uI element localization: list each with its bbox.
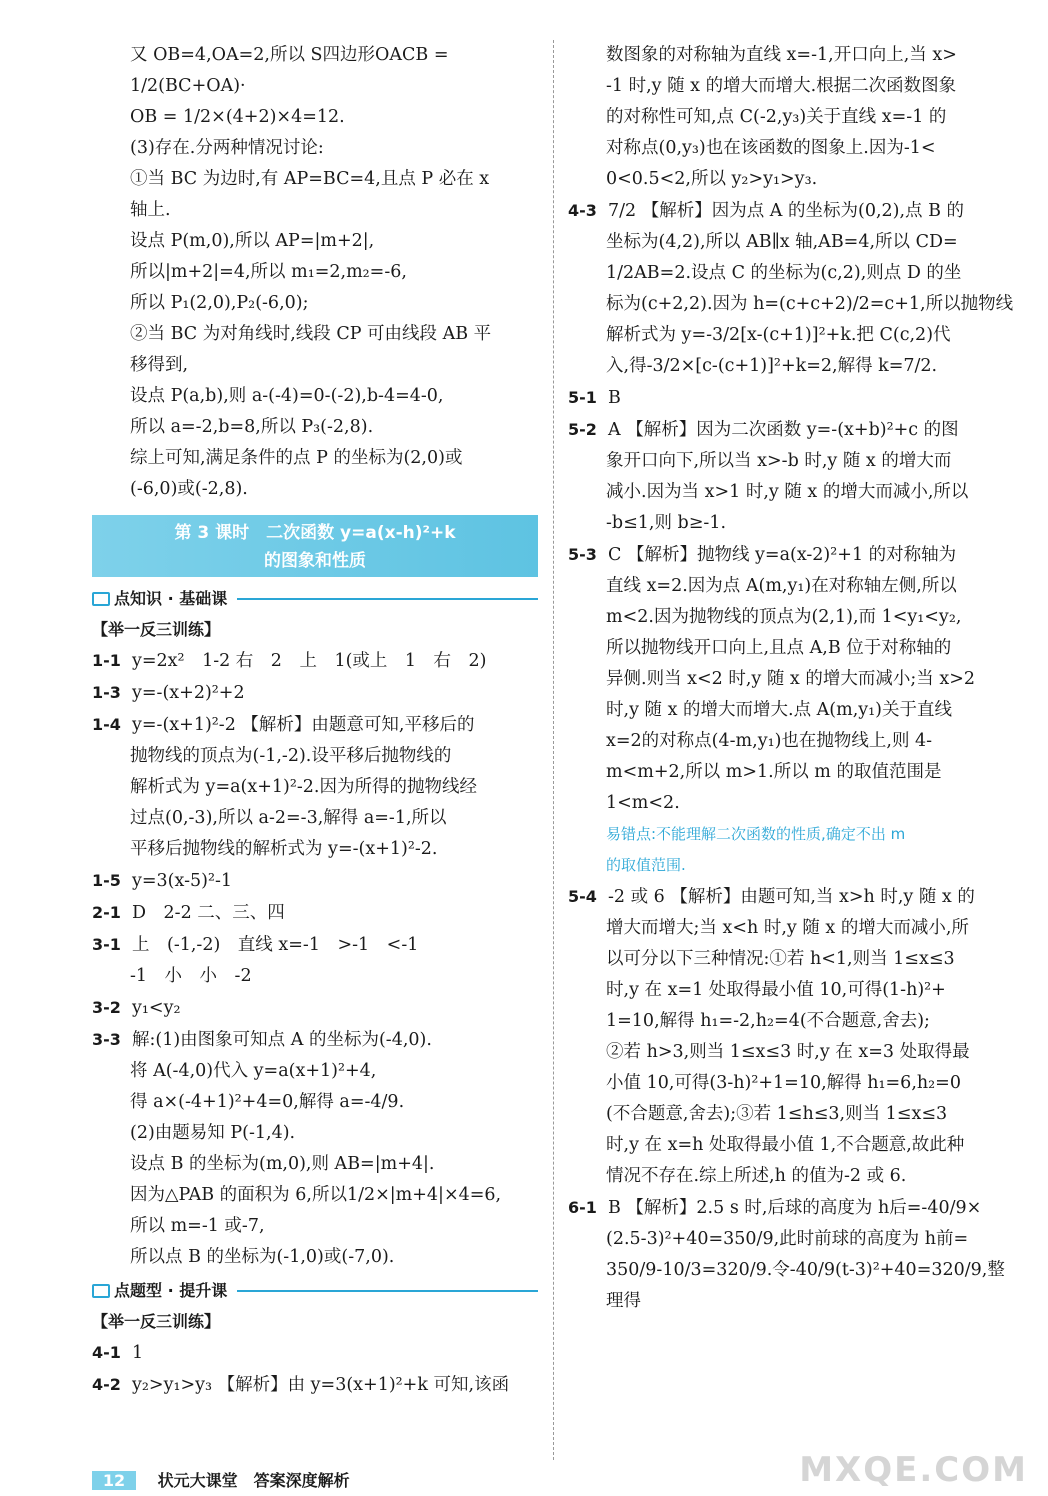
line-text: -1 小 小 -2 — [130, 966, 252, 986]
watermark: MXQE.COM — [799, 1450, 1028, 1490]
line-text: 时,y 在 x=1 处取得最小值 10,可得(1-h)²+ — [606, 980, 946, 1000]
line-text: -b≤1,则 b≥-1. — [606, 513, 727, 533]
line-text: 所以 a=-2,b=8,所以 P₃(-2,8). — [130, 417, 374, 437]
line-text: 异侧.则当 x<2 时,y 随 x 的增大而减小;当 x>2 — [606, 669, 975, 689]
left-answer-list — [92, 645, 538, 1273]
text-line — [568, 633, 1018, 664]
text-line — [92, 319, 538, 350]
text-line — [568, 881, 1018, 913]
text-line — [568, 664, 1018, 695]
text-line — [568, 726, 1018, 757]
question-number: 4-2 — [92, 1375, 121, 1394]
line-text: 所以抛物线开口向上,且点 A,B 位于对称轴的 — [606, 638, 952, 658]
line-text: 解析式为 y=-3/2[x-(c+1)]²+k.把 C(c,2)代 — [606, 325, 951, 345]
line-text: y₂>y₁>y₃ 【解析】由 y=3(x+1)²+k 可知,该函 — [132, 1375, 510, 1395]
right-answer-list-2 — [568, 881, 1018, 1317]
right-column — [568, 40, 1018, 1317]
line-text: 抛物线的顶点为(-1,-2).设平移后抛物线的 — [130, 746, 452, 766]
text-line — [92, 1149, 538, 1180]
line-text: 1=10,解得 h₁=-2,h₂=4(不合题意,舍去); — [606, 1011, 930, 1031]
line-text: 时,y 在 x=h 处取得最小值 1,不合题意,故此种 — [606, 1135, 965, 1155]
line-text: (3)存在.分两种情况讨论: — [130, 138, 324, 158]
text-line — [92, 102, 538, 133]
line-text: 标为(c+2,2).因为 h=(c+c+2)/2=c+1,所以抛物线 — [606, 294, 1014, 314]
subsection-title: 【举一反三训练】 — [92, 1312, 221, 1331]
page-footer — [92, 1468, 512, 1496]
text-line — [92, 772, 538, 803]
line-text: 减小.因为当 x>1 时,y 随 x 的增大而减小,所以 — [606, 482, 969, 502]
text-line — [568, 320, 1018, 351]
subsection-title: 【举一反三训练】 — [92, 620, 221, 639]
line-text: 设点 P(a,b),则 a-(-4)=0-(-2),b-4=4-0, — [130, 386, 444, 406]
section-header-problems — [92, 1275, 538, 1306]
banner-title: 第 3 课时 二次函数 y=a(x-h)²+k — [174, 523, 456, 543]
text-line — [568, 757, 1018, 819]
line-text: 所以点 B 的坐标为(-1,0)或(-7,0). — [130, 1247, 395, 1267]
text-line — [568, 944, 1018, 975]
text-line — [568, 913, 1018, 944]
text-line — [568, 975, 1018, 1006]
text-line — [568, 1224, 1018, 1255]
line-text: y=-(x+2)²+2 — [132, 683, 245, 703]
question-number: 4-3 — [568, 201, 597, 220]
text-line — [92, 897, 538, 929]
text-line — [568, 195, 1018, 227]
text-line — [568, 133, 1018, 164]
left-column — [92, 40, 538, 1401]
line-text: 入,得-3/2×[c-(c+1)]²+k=2,解得 k=7/2. — [606, 356, 938, 376]
line-text: m<m+2,所以 m>1.所以 m 的取值范围是 1<m<2. — [606, 762, 942, 813]
text-line — [92, 381, 538, 412]
text-line — [568, 351, 1018, 382]
text-line — [92, 865, 538, 897]
text-line — [92, 257, 538, 288]
question-number: 2-1 — [92, 903, 121, 922]
line-text: m<2.因为抛物线的顶点为(2,1),而 1<y₁<y₂, — [606, 607, 962, 627]
section-rule — [237, 598, 538, 600]
text-line — [92, 288, 538, 319]
line-text: 综上可知,满足条件的点 P 的坐标为(2,0)或 — [130, 448, 463, 468]
text-line — [92, 1211, 538, 1242]
line-text: A 【解析】因为二次函数 y=-(x+b)²+c 的图 — [608, 420, 959, 440]
question-number: 1-3 — [92, 683, 121, 702]
text-line — [568, 1006, 1018, 1037]
line-text: 所以 m=-1 或-7, — [130, 1216, 265, 1236]
text-line — [92, 474, 538, 505]
text-line — [568, 508, 1018, 539]
text-line — [568, 1161, 1018, 1192]
text-line — [92, 443, 538, 474]
left-top-lines — [92, 40, 538, 505]
text-line — [568, 1130, 1018, 1161]
line-text: (不合题意,舍去);③若 1≤h≤3,则当 1≤x≤3 — [606, 1104, 948, 1124]
line-text: -2 或 6 【解析】由题可知,当 x>h 时,y 随 x 的 — [608, 887, 975, 907]
section-title: 点题型 · 提升课 — [114, 1281, 228, 1300]
line-text: 象开口向下,所以当 x>-b 时,y 随 x 的增大而 — [606, 451, 952, 471]
question-number: 5-2 — [568, 420, 597, 439]
question-number: 1-5 — [92, 871, 121, 890]
line-text: (2)由题易知 P(-1,4). — [130, 1123, 296, 1143]
line-text: 轴上. — [130, 200, 171, 220]
question-number: 3-2 — [92, 998, 121, 1017]
line-text: 1 — [132, 1343, 144, 1363]
line-text: B — [608, 388, 621, 408]
line-text: (2.5-3)²+40=350/9,此时前球的高度为 h前= — [606, 1229, 969, 1249]
text-line — [568, 164, 1018, 195]
line-text: y=2x² 1-2 右 2 上 1(或上 1 右 2) — [132, 651, 487, 671]
line-text: 数图象的对称轴为直线 x=-1,开口向上,当 x> — [606, 45, 957, 65]
line-text: 7/2 【解析】因为点 A 的坐标为(0,2),点 B 的 — [608, 201, 965, 221]
line-text: 平移后抛物线的解析式为 y=-(x+1)²-2. — [130, 839, 438, 859]
line-text: 350/9-10/3=320/9.令-40/9(t-3)²+40=320/9,整理得 — [606, 1260, 1005, 1311]
line-text: ①当 BC 为边时,有 AP=BC=4,且点 P 必在 x — [130, 169, 490, 189]
text-line — [92, 1087, 538, 1118]
line-text: 以可分以下三种情况:①若 h<1,则当 1≤x≤3 — [606, 949, 955, 969]
question-number: 5-4 — [568, 887, 597, 906]
line-text: 小值 10,可得(3-h)²+1=10,解得 h₁=6,h₂=0 — [606, 1073, 961, 1093]
text-line — [568, 1192, 1018, 1224]
question-number: 5-1 — [568, 388, 597, 407]
text-line — [92, 164, 538, 195]
text-line — [568, 289, 1018, 320]
text-line — [92, 645, 538, 677]
column-divider — [553, 40, 554, 1460]
line-text: 上 (-1,-2) 直线 x=-1 >-1 <-1 — [132, 935, 419, 955]
line-text: C 【解析】抛物线 y=a(x-2)²+1 的对称轴为 — [608, 545, 957, 565]
line-text: 直线 x=2.因为点 A(m,y₁)在对称轴左侧,所以 — [606, 576, 957, 596]
notebook-icon — [92, 1284, 110, 1298]
section-header-knowledge — [92, 583, 538, 614]
text-line — [92, 741, 538, 772]
text-line — [568, 477, 1018, 508]
text-line — [568, 1068, 1018, 1099]
line-text: 对称点(0,y₃)也在该函数的图象上.因为-1< — [606, 138, 936, 158]
text-line — [568, 258, 1018, 289]
text-line — [568, 446, 1018, 477]
error-note: 易错点:不能理解二次函数的性质,确定不出 m — [606, 825, 906, 843]
text-line — [568, 539, 1018, 571]
footer-title: 状元大课堂 答案深度解析 — [157, 1471, 350, 1490]
line-text: 得 a×(-4+1)²+4=0,解得 a=-4/9. — [130, 1092, 405, 1112]
line-text: 所以|m+2|=4,所以 m₁=2,m₂=-6, — [130, 262, 407, 282]
line-text: 将 A(-4,0)代入 y=a(x+1)²+4, — [130, 1061, 377, 1081]
text-line — [92, 1180, 538, 1211]
text-line — [92, 1242, 538, 1273]
line-text: 时,y 随 x 的增大而增大.点 A(m,y₁)关于直线 — [606, 700, 952, 720]
text-line — [92, 929, 538, 961]
text-line — [568, 602, 1018, 633]
left-answer-list-2 — [92, 1337, 538, 1401]
text-line — [92, 1369, 538, 1401]
question-number: 4-1 — [92, 1343, 121, 1362]
question-number: 5-3 — [568, 545, 597, 564]
line-text: OB = 1/2×(4+2)×4=12. — [130, 107, 345, 127]
text-line — [92, 1337, 538, 1369]
line-text: 解:(1)由图象可知点 A 的坐标为(-4,0). — [132, 1030, 432, 1050]
text-line — [568, 1037, 1018, 1068]
question-number: 6-1 — [568, 1198, 597, 1217]
text-line — [92, 834, 538, 865]
text-line — [92, 412, 538, 443]
line-text: 的对称性可知,点 C(-2,y₃)关于直线 x=-1 的 — [606, 107, 947, 127]
question-number: 3-1 — [92, 935, 121, 954]
line-text: 1/2AB=2.设点 C 的坐标为(c,2),则点 D 的坐 — [606, 263, 962, 283]
text-line — [568, 1099, 1018, 1130]
lesson-banner — [92, 515, 538, 577]
text-line — [92, 195, 538, 226]
text-line — [568, 414, 1018, 446]
text-line — [92, 992, 538, 1024]
line-text: B 【解析】2.5 s 时,后球的高度为 h后=-40/9× — [608, 1198, 982, 1218]
line-text: 设点 P(m,0),所以 AP=|m+2|, — [130, 231, 375, 251]
line-text: 因为△PAB 的面积为 6,所以1/2×|m+4|×4=6, — [130, 1185, 502, 1205]
text-line — [568, 40, 1018, 71]
section-title: 点知识 · 基础课 — [114, 589, 228, 608]
line-text: y=-(x+1)²-2 【解析】由题意可知,平移后的 — [132, 715, 475, 735]
right-answer-list — [568, 40, 1018, 819]
line-text: 又 OB=4,OA=2,所以 S四边形OACB = 1/2(BC+OA)· — [130, 45, 449, 96]
text-line — [92, 40, 538, 102]
section-rule — [237, 1290, 538, 1292]
line-text: 情况不存在.综上所述,h 的值为-2 或 6. — [606, 1166, 907, 1186]
line-text: ②当 BC 为对角线时,线段 CP 可由线段 AB 平 — [130, 324, 492, 344]
text-line — [568, 102, 1018, 133]
line-text: -1 时,y 随 x 的增大而增大.根据二次函数图象 — [606, 76, 957, 96]
error-note: 的取值范围. — [606, 856, 686, 874]
book-icon — [92, 592, 110, 606]
text-line — [568, 227, 1018, 258]
text-line — [92, 803, 538, 834]
text-line — [568, 382, 1018, 414]
question-number: 3-3 — [92, 1030, 121, 1049]
question-number: 1-1 — [92, 651, 121, 670]
line-text: 所以 P₁(2,0),P₂(-6,0); — [130, 293, 309, 313]
text-line — [92, 1118, 538, 1149]
text-line — [568, 71, 1018, 102]
line-text: ②若 h>3,则当 1≤x≤3 时,y 在 x=3 处取得最 — [606, 1042, 970, 1062]
line-text: 移得到, — [130, 355, 189, 375]
page-number: 12 — [92, 1471, 136, 1490]
line-text: y=3(x-5)²-1 — [132, 871, 233, 891]
text-line — [568, 695, 1018, 726]
text-line — [92, 350, 538, 381]
line-text: x=2的对称点(4-m,y₁)也在抛物线上,则 4- — [606, 731, 933, 751]
text-line — [92, 677, 538, 709]
line-text: 0<0.5<2,所以 y₂>y₁>y₃. — [606, 169, 818, 189]
text-line — [92, 961, 538, 992]
text-line — [568, 1255, 1018, 1317]
text-line — [92, 709, 538, 741]
text-line — [92, 1056, 538, 1087]
line-text: (-6,0)或(-2,8). — [130, 479, 248, 499]
text-line — [568, 571, 1018, 602]
line-text: 设点 B 的坐标为(m,0),则 AB=|m+4|. — [130, 1154, 435, 1174]
line-text: y₁<y₂ — [132, 998, 181, 1018]
line-text: D 2-2 二、三、四 — [132, 903, 285, 923]
line-text: 解析式为 y=a(x+1)²-2.因为所得的抛物线经 — [130, 777, 477, 797]
line-text: 过点(0,-3),所以 a-2=-3,解得 a=-1,所以 — [130, 808, 447, 828]
text-line — [92, 1024, 538, 1056]
question-number: 1-4 — [92, 715, 121, 734]
text-line — [92, 226, 538, 257]
text-line — [92, 133, 538, 164]
banner-subtitle: 的图象和性质 — [264, 551, 366, 571]
line-text: 坐标为(4,2),所以 AB∥x 轴,AB=4,所以 CD= — [606, 232, 958, 252]
line-text: 增大而增大;当 x<h 时,y 随 x 的增大而减小,所 — [606, 918, 969, 938]
